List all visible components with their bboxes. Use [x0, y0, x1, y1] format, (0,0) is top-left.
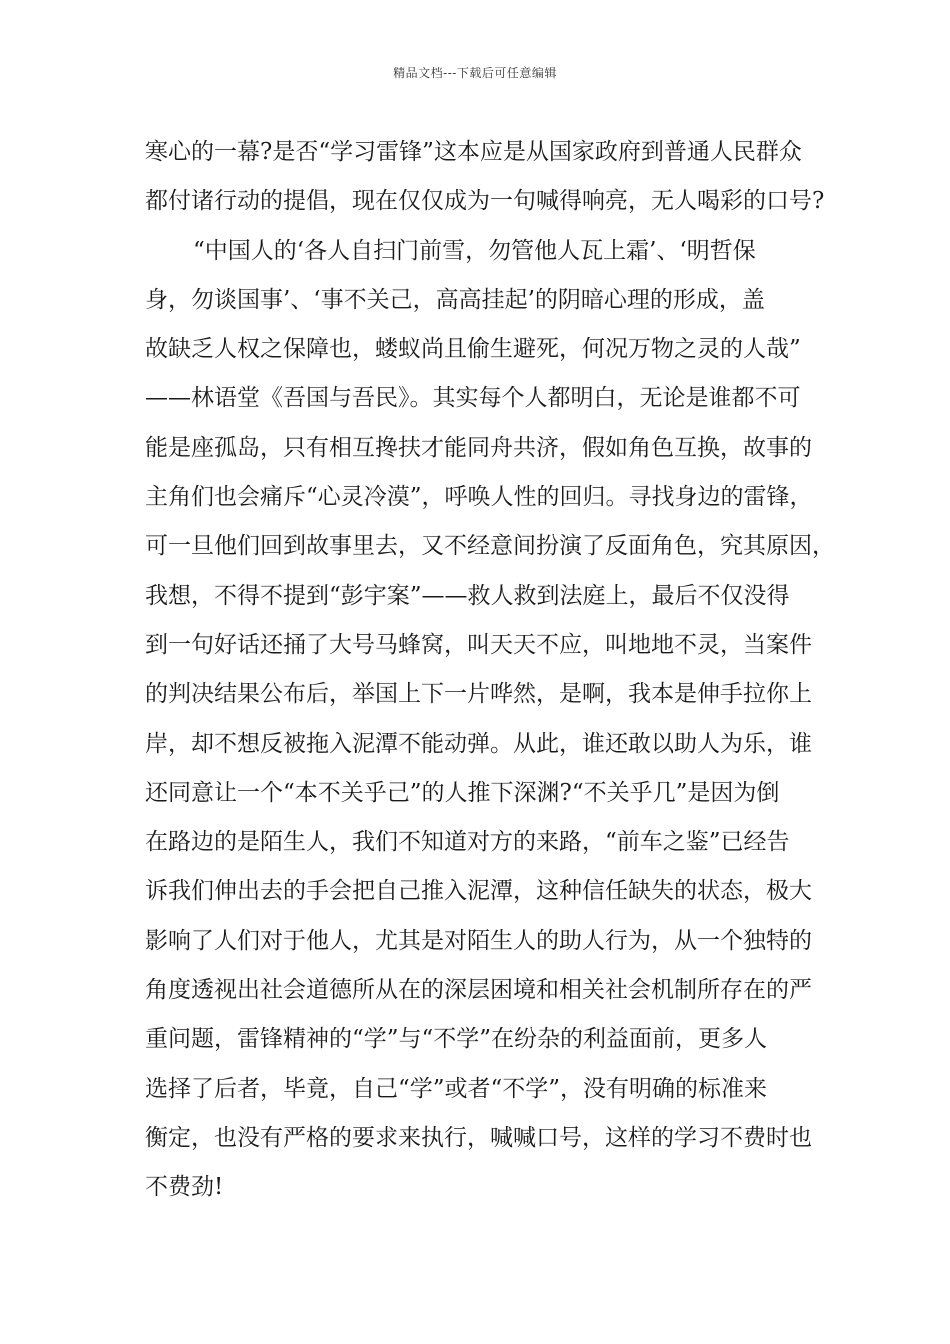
text-line: 角度透视出社会道德所从在的深层困境和相关社会机制所存在的严 — [145, 977, 812, 1004]
text-line: 主角们也会痛斥“心灵冷漠”，呼唤人性的回归。寻找身边的雷锋， — [145, 484, 813, 511]
text-line: 不费劲! — [145, 1174, 224, 1201]
text-line: 还同意让一个“本不关乎己”的人推下深渊?“不关乎几”是因为倒 — [145, 779, 780, 806]
text-line: 的判决结果公布后，举国上下一片哗然，是啊，我本是伸手拉你上 — [145, 681, 812, 708]
text-line: 诉我们伸出去的手会把自己推入泥潭，这种信任缺失的状态，极大 — [145, 878, 812, 905]
text-line: 我想，不得不提到“彭宇案”——救人救到法庭上，最后不仅没得 — [145, 582, 790, 609]
text-line: 身，勿谈国事’、‘事不关己，高高挂起’的阴暗心理的形成，盖 — [145, 286, 765, 313]
document-body — [145, 128, 835, 1213]
text-line: 重问题，雷锋精神的“学”与“不学”在纷杂的利益面前，更多人 — [145, 1026, 768, 1053]
text-line: 故缺乏人权之保障也，蝼蚁尚且偷生避死，何况万物之灵的人哉” — [145, 336, 801, 363]
text-line: 影响了人们对于他人，尤其是对陌生人的助人行为，从一个独特的 — [145, 927, 812, 954]
text-line: 都付诸行动的提倡，现在仅仅成为一句喊得响亮，无人喝彩的口号? — [145, 188, 825, 215]
text-line: 寒心的一幕?是否“学习雷锋”这本应是从国家政府到普通人民群众 — [145, 139, 802, 165]
text-line: 衡定，也没有严格的要求来执行，喊喊口号，这样的学习不费时也 — [145, 1124, 812, 1151]
text-line: 岸，却不想反被拖入泥潭不能动弹。从此，谁还敢以助人为乐，谁 — [145, 730, 812, 757]
page-header: 精品文档---下载后可任意编辑 — [393, 66, 557, 80]
text-line: ——林语堂《吾国与吾民》。其实每个人都明白，无论是谁都不可 — [145, 385, 801, 412]
text-line: 选择了后者，毕竟，自己“学”或者“不学”，没有明确的标准来 — [145, 1075, 768, 1102]
paragraph-start-line: “中国人的‘各人自扫门前雪，勿管他人瓦上霜’、‘明哲保 — [193, 237, 756, 264]
text-line: 在路边的是陌生人，我们不知道对方的来路，“前车之鉴”已经告 — [145, 829, 790, 856]
text-line: 到一句好话还捅了大号马蜂窝，叫天天不应，叫地地不灵，当案件 — [145, 631, 812, 658]
text-line: 能是座孤岛，只有相互搀扶才能同舟共济，假如角色互换，故事的 — [145, 434, 812, 461]
text-line: 可一旦他们回到故事里去，又不经意间扮演了反面角色，究其原因， — [145, 533, 835, 560]
